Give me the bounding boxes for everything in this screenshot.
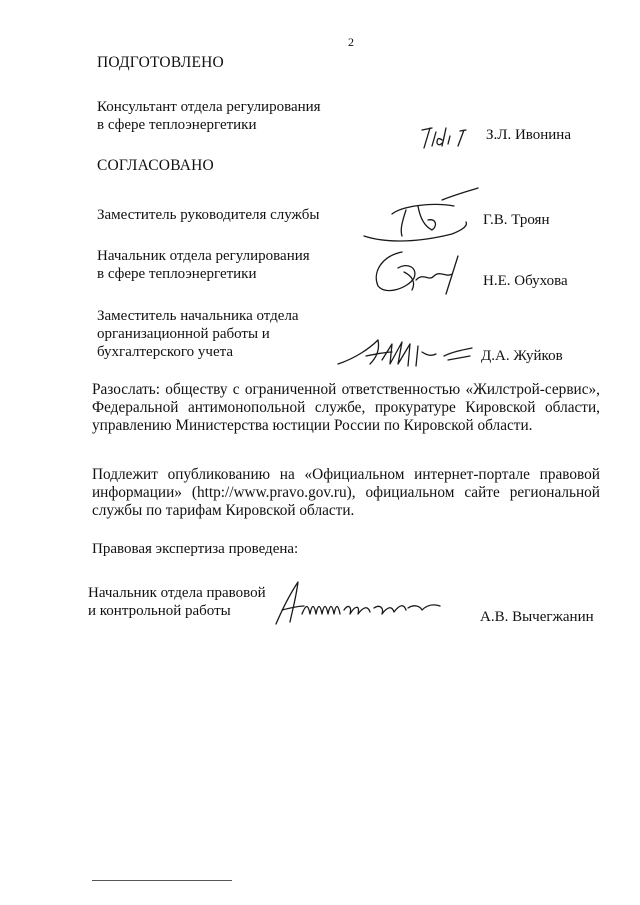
signer-name: Д.А. Жуйков: [481, 348, 563, 364]
agreed-heading: СОГЛАСОВАНО: [97, 157, 214, 174]
legal-review-name: А.В. Вычегжанин: [480, 609, 594, 625]
footnote-divider: [92, 880, 232, 881]
signer-position: [97, 247, 310, 283]
distribution-line: Федеральной антимонопольной службе, прокуратуре Кировской области,: [92, 399, 600, 416]
legal-review-position-line: Начальник отдела правовой: [88, 585, 266, 601]
signer-position-line: бухгалтерского учета: [97, 344, 234, 360]
prepared-position-line: в сфере теплоэнергетики: [97, 117, 257, 133]
signer-position-line: Заместитель руководителя службы: [97, 207, 320, 223]
signature-vychegzhanin: [272, 580, 448, 630]
signer-name: Н.Е. Обухова: [483, 273, 568, 289]
page-number: 2: [348, 35, 354, 49]
signature-obukhova: [368, 248, 468, 296]
signer-position-line: организационной работы и: [97, 326, 270, 342]
prepared-name: З.Л. Ивонина: [486, 127, 571, 143]
legal-review-position: [88, 584, 266, 620]
legal-review-position-line: и контрольной работы: [88, 603, 231, 619]
signer-position: [97, 206, 319, 224]
prepared-position-line: Консультант отдела регулирования: [97, 99, 321, 115]
distribution-paragraph: [92, 381, 600, 435]
signer-position-line: Заместитель начальника отдела: [97, 308, 299, 324]
prepared-heading: ПОДГОТОВЛЕНО: [97, 54, 224, 71]
signature-zhuykov: [336, 334, 476, 374]
legal-review-text: Правовая экспертиза проведена:: [92, 541, 299, 557]
publication-line: Подлежит опубликованию на «Официальном интернет-портале правовой: [92, 466, 600, 483]
prepared-position: [97, 98, 321, 134]
publication-line: информации» (http://www.pravo.gov.ru), официальном сайте региональной: [92, 484, 600, 501]
signer-name: Г.В. Троян: [483, 212, 550, 228]
signature-troyan: [362, 186, 482, 246]
distribution-line: Разослать: обществу с ограниченной ответственностью «Жилстрой-сервис»,: [92, 381, 600, 398]
publication-line: службы по тарифам Кировской области.: [92, 502, 355, 519]
publication-paragraph: [92, 466, 600, 520]
signer-position-line: Начальник отдела регулирования: [97, 248, 310, 264]
distribution-line: управлению Министерства юстиции России по Кировской области.: [92, 417, 533, 434]
signature-ivonina: [418, 122, 478, 152]
signer-position-line: в сфере теплоэнергетики: [97, 266, 257, 282]
signer-position: [97, 307, 299, 361]
